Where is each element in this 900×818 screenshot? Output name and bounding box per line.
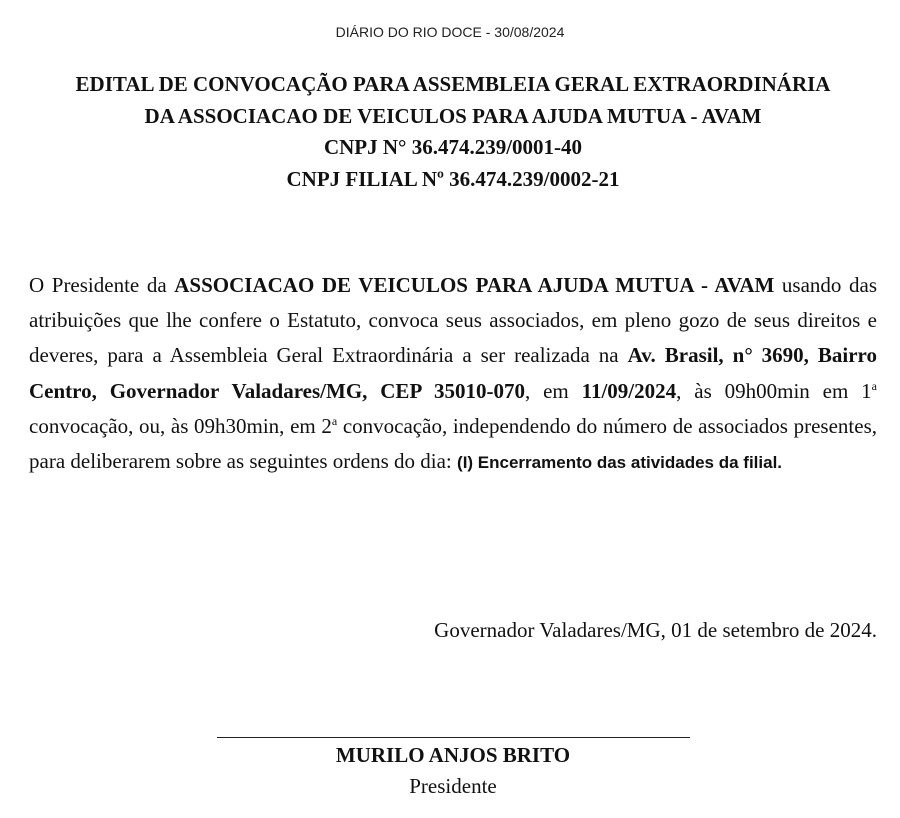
title-line-2: DA ASSOCIACAO DE VEICULOS PARA AJUDA MUTUA - AVAM	[144, 103, 762, 128]
title-line-4: CNPJ FILIAL Nº 36.474.239/0002-21	[286, 166, 620, 191]
body-text-1: usando das atribuições que lhe confere o Estatuto, convoca seus associados, em pleno gozo de seus direitos e deveres, para a Assembleia Geral Extraordinária a ser realizada na	[29, 273, 877, 368]
signature-line	[217, 737, 690, 738]
body-intro: O Presidente da	[29, 273, 175, 297]
body-text-2: , em	[524, 378, 582, 403]
publication-header: DIÁRIO DO RIO DOCE - 30/08/2024	[335, 24, 565, 40]
body-text-3: , às 09h00min em 1	[676, 378, 872, 403]
body-text-4: convocação, ou, às 09h30min, em 2	[29, 413, 332, 438]
association-name: ASSOCIACAO DE VEICULOS PARA AJUDA MUTUA - AVAM	[174, 273, 775, 297]
notice-body	[29, 268, 877, 480]
meeting-date: 11/09/2024	[581, 378, 677, 403]
signatory-name: MURILO ANJOS BRITO	[335, 743, 571, 767]
meeting-address: Av. Brasil, n° 3690, Bairro Centro, Governador Valadares/MG, CEP 35010-070	[29, 343, 877, 403]
ordinal-first: a	[871, 378, 877, 393]
title-line-1: EDITAL DE CONVOCAÇÃO PARA ASSEMBLEIA GERAL EXTRAORDINÁRIA	[75, 72, 831, 96]
body-text-5: convocação, independendo do número de associados presentes, para deliberarem sobre as seguintes ordens do dia:	[29, 413, 877, 474]
document-title	[0, 69, 900, 195]
place-date: Governador Valadares/MG, 01 de setembro de 2024.	[434, 618, 877, 642]
agenda-item: (I) Encerramento das atividades da filial.	[457, 453, 783, 473]
signatory-role: Presidente	[409, 774, 497, 798]
title-line-3: CNPJ N° 36.474.239/0001-40	[323, 135, 583, 159]
ordinal-second: a	[331, 413, 338, 428]
